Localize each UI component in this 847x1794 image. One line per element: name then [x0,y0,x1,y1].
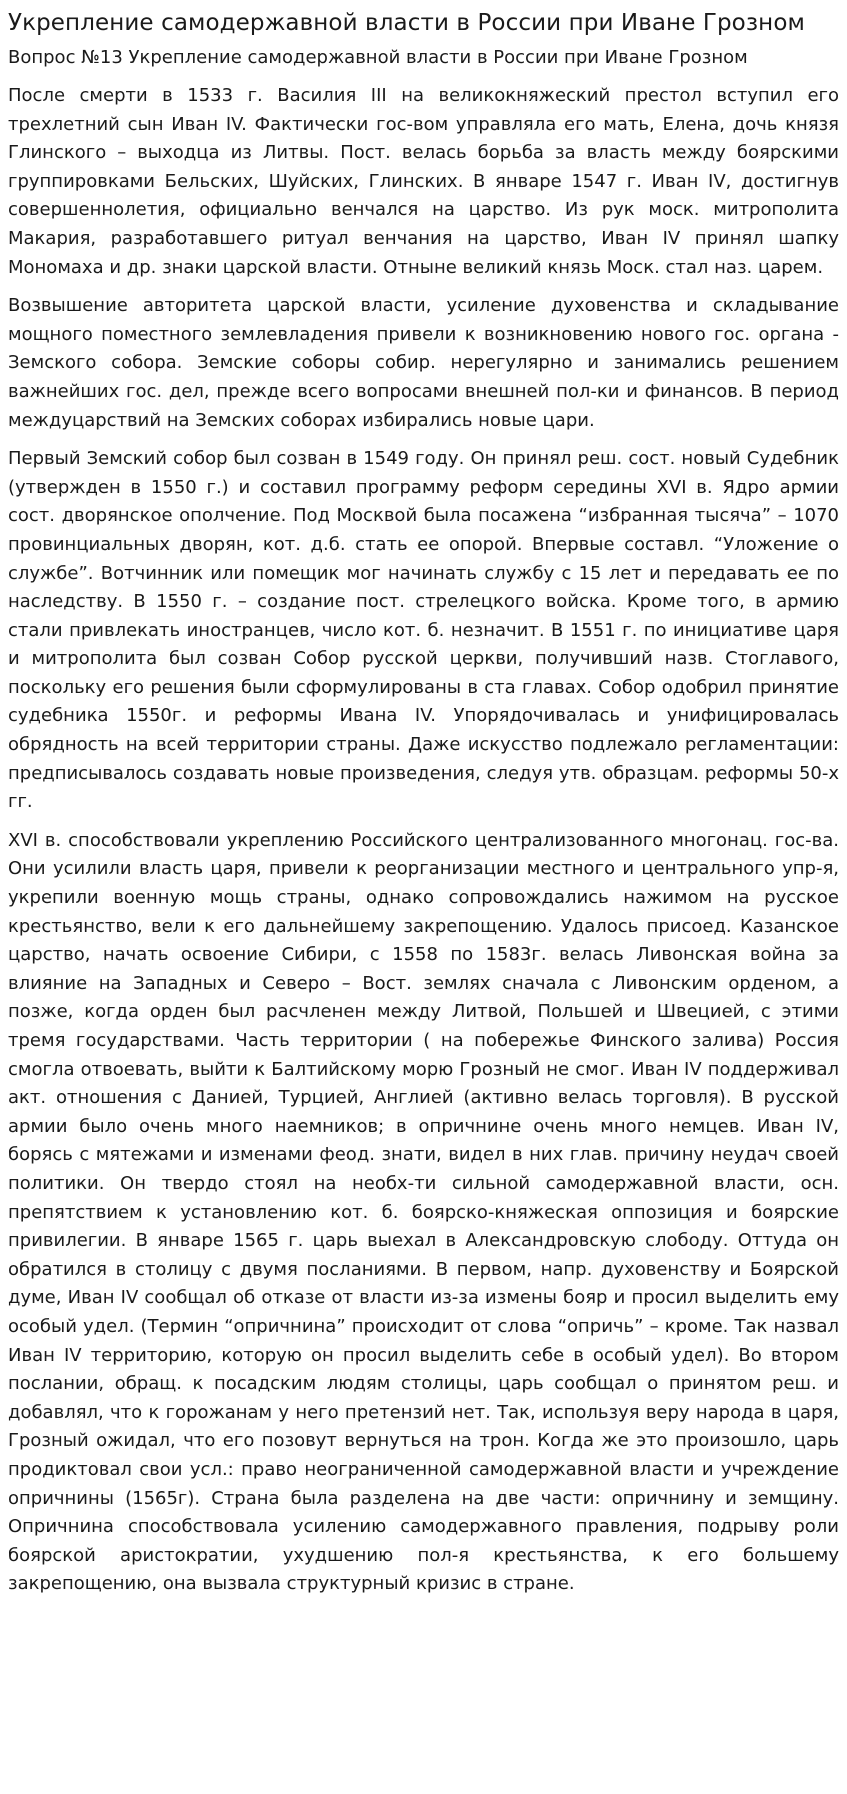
paragraph-2: Возвышение авторитета царской власти, усиление духовенства и складывание мощного поместного землевладения привели к возникновению нового гос. органа - Земского собора. Земские соборы собир. нерегулярно и занимались решением важнейших гос. дел, прежде всего вопросами внешней пол-ки и финансов. В период междуцарствий на Земских соборах избирались новые цари. [8,295,839,431]
page-title: Укрепление самодержавной власти в России при Иване Грозном [8,10,805,36]
paragraph-3: Первый Земский собор был созван в 1549 году. Он принял реш. сост. новый Судебник (утвержден в 1550 г.) и составил программу реформ середины XVI в. Ядро армии сост. дворянское ополчение. Под Москвой была посажена “избранная тысяча” – 1070 провинциальных дворян, кот. д.б. стать ее опорой. Впервые составл. “Уложение о службе”. Вотчинник или помещик мог начинать службу с 15 лет и передавать ее по наследству. В 1550 г. – создание пост. стрелецкого войска. Кроме того, в армию стали привлекать иностранцев, число кот. б. незначит. В 1551 г. по инициативе царя и митрополита был созван Собор русской церкви, получивший назв. Стоглавого, поскольку его решения были сформулированы в ста главах. Собор одобрил принятие судебника 1550г. и реформы Ивана IV. Упорядочивалась и унифицировалась обрядность на всей территории страны. Даже искусство подлежало регламентации: предписывалось создавать новые произведения, следуя утв. образцам. реформы 50-х гг. [8,448,839,813]
question-heading: Вопрос №13 Укрепление самодержавной власти в России при Иване Грозном [8,47,748,68]
paragraph-1: После смерти в 1533 г. Василия III на великокняжеский престол вступил его трехлетний сын Иван IV. Фактически гос-вом управляла его мать, Елена, дочь князя Глинского – выходца из Литвы. Пост. велась борьба за власть между боярскими группировками Бельских, Шуйских, Глинских. В январе 1547 г. Иван IV, достигнув совершеннолетия, официально венчался на царство. Из рук моск. митрополита Макария, разработавшего ритуал венчания на царство, Иван IV принял шапку Мономаха и др. знаки царской власти. Отныне великий князь Моск. стал наз. царем. [8,85,839,278]
paragraph-4: XVI в. способствовали укреплению Российского централизованного многонац. гос-ва. Они усилили власть царя, привели к реорганизации местного и центрального упр-я, укрепили военную мощь страны, однако сопровождались нажимом на русское крестьянство, вели к его дальнейшему закрепощению. Удалось присоед. Казанское царство, начать освоение Сибири, с 1558 по 1583г. велась Ливонская война за влияние на Западных и Северо – Вост. землях сначала с Ливонским орденом, а позже, когда орден был расчленен между Литвой, Польшей и Швецией, с этими тремя государствами. Часть территории ( на побережье Финского залива) Россия смогла отвоевать, выйти к Балтийскому морю Грозный не смог. Иван IV поддерживал акт. отношения с Данией, Турцией, Англией (активно велась торговля). В русской армии было очень много наемников; в опричнине очень много немцев. Иван IV, борясь с мятежами и изменами феод. знати, видел в них глав. причину неудач своей политики. Он твердо стоял на необх-ти сильной самодержавной власти, осн. препятствием к установлению кот. б. боярско-княжеская оппозиция и боярские привилегии. В январе 1565 г. царь выехал в Александровскую слободу. Оттуда он обратился в столицу с двумя посланиями. В первом, напр. духовенству и Боярской думе, Иван IV сообщал об отказе от власти из-за измены бояр и просил выделить ему особый удел. (Термин “опричнина” происходит от слова “опричь” – кроме. Так назвал Иван IV территорию, которую он просил выделить себе в особый удел). Во втором послании, обращ. к посадским людям столицы, царь сообщал о принятом реш. и добавлял, что к горожанам у него претензий нет. Так, используя веру народа в царя, Грозный ожидал, что его позовут вернуться на трон. Когда же это произошло, царь продиктовал свои усл.: право неограниченной самодержавной власти и учреждение опричнины (1565г). Страна была разделена на две части: опричнину и земщину. Опричнина способствовала усилению самодержавного правления, подрыву роли боярской аристократии, ухудшению пол-я крестьянства, к его большему закрепощению, она вызвала структурный кризис в стране. [8,829,839,1595]
